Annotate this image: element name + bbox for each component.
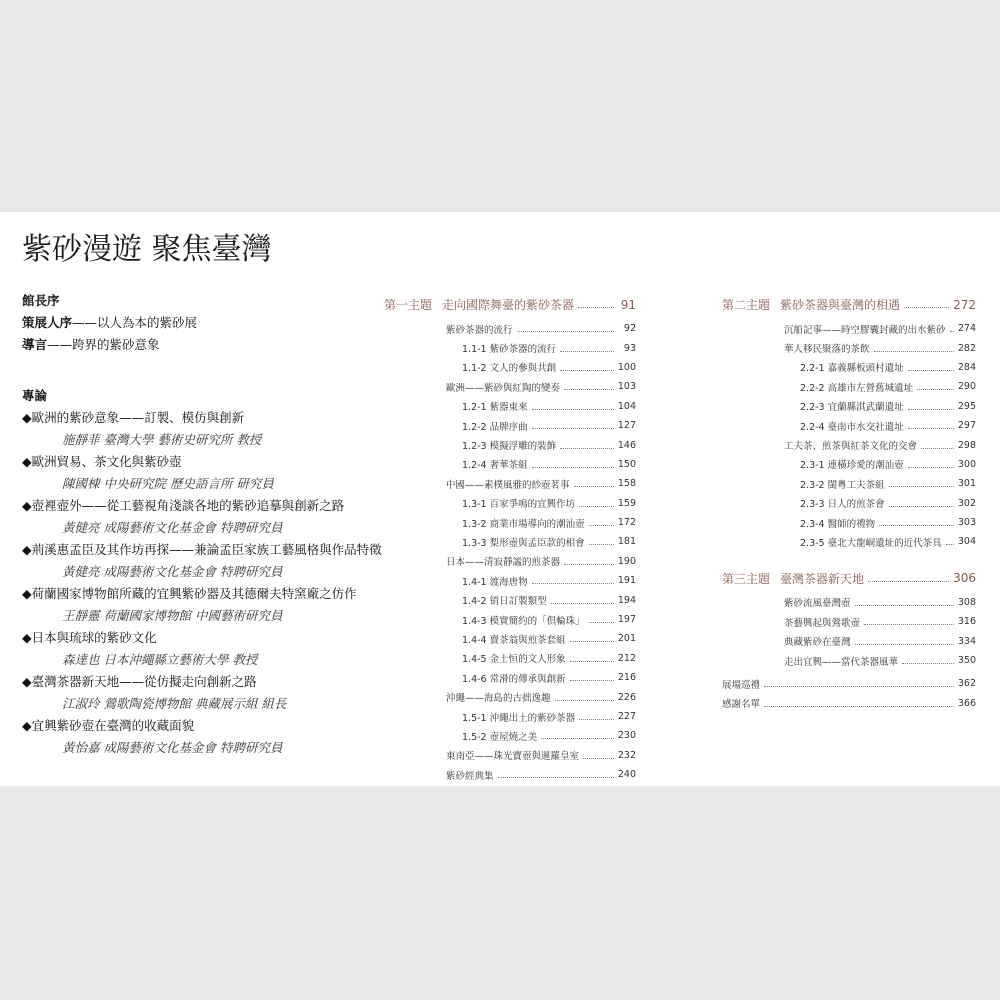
toc-entry-label: 沖繩——海島的古拙逸趣	[446, 693, 551, 705]
dot-leader	[904, 307, 949, 308]
toc-row	[384, 649, 636, 668]
page-number: 362	[957, 678, 976, 690]
dot-leader	[498, 777, 614, 778]
dot-leader	[532, 583, 614, 584]
dot-leader	[864, 624, 954, 625]
toc-entry-label: 日本——清寂靜謐的煎茶器	[446, 557, 561, 569]
toc-entry-label: 歐洲——紫砂與紅陶的變奏	[446, 382, 561, 394]
page-number: 303	[957, 517, 976, 529]
page-number: 274	[957, 323, 976, 335]
toc-entry-label: 1.1-2 文人的參與共創	[462, 363, 557, 375]
dot-leader	[551, 603, 614, 604]
essay-title: ◆荊溪惠孟臣及其作坊再探——兼論孟臣家族工藝風格與作品特徵	[22, 542, 382, 557]
toc-entry-label: 華人移民聚落的茶飲	[784, 344, 870, 356]
toc-row	[384, 474, 636, 493]
essay-author: 黃健亮 成陽藝術文化基金會 特聘研究員	[62, 520, 283, 535]
page-number: 230	[617, 730, 636, 742]
toc-row	[384, 571, 636, 590]
essay-title: ◆日本與琉球的紫砂文化	[22, 630, 157, 645]
toc-row	[722, 435, 976, 454]
toc-row	[384, 726, 636, 745]
toc-entry-label: 1.4-6 常滑的傳承與創新	[462, 673, 566, 685]
dot-leader	[855, 605, 954, 606]
dot-leader	[950, 331, 954, 332]
theme-number: 第三主題	[722, 571, 771, 586]
dot-leader	[589, 544, 614, 545]
dot-leader	[889, 486, 954, 487]
toc-row	[722, 416, 976, 435]
toc-entry-label: 2.2-2 高雄市左營舊城遺址	[800, 382, 914, 394]
toc-row	[384, 687, 636, 706]
theme-title: 紫砂茶器與臺灣的相遇	[780, 298, 901, 312]
dot-leader	[902, 663, 954, 664]
document-page	[0, 212, 1000, 786]
dot-leader	[560, 351, 614, 352]
toc-entry-label: 展場巡禮	[722, 679, 761, 691]
dot-leader	[560, 370, 614, 371]
dot-leader	[874, 351, 954, 352]
dot-leader	[564, 564, 614, 565]
toc-entry-label: 1.4-5 金士恒的文人形象	[462, 654, 566, 666]
toc-row	[722, 319, 976, 338]
page-number: 91	[620, 297, 636, 312]
page-number: 172	[617, 517, 636, 529]
dot-leader	[868, 581, 949, 582]
page-number: 226	[617, 691, 636, 703]
toc-row	[384, 590, 636, 609]
toc-theme1	[384, 294, 636, 784]
toc-entry-label: 1.4-2 销日訂製類型	[462, 596, 547, 608]
toc-entry-label: 1.4-1 渡海唐物	[462, 576, 528, 588]
page-number: 232	[617, 749, 636, 761]
toc-row	[384, 377, 636, 396]
page-number: 334	[957, 635, 976, 647]
intro-item	[22, 334, 392, 356]
dot-leader	[908, 428, 954, 429]
intro-subtitle: ——跨界的紫砂意象	[47, 337, 160, 352]
toc-row	[384, 629, 636, 648]
page-number: 150	[617, 458, 636, 470]
toc-row	[722, 612, 976, 631]
page-number: 159	[617, 497, 636, 509]
toc-row	[722, 532, 976, 551]
page-number: 104	[617, 400, 636, 412]
essay-author: 黃健亮 成陽藝術文化基金會 特聘研究員	[62, 564, 283, 579]
page-number: 100	[617, 361, 636, 373]
toc-row	[722, 513, 976, 532]
toc-entry-label: 1.3-1 百家爭鳴的宜興作坊	[462, 499, 576, 511]
theme-heading	[722, 296, 900, 313]
dot-leader	[579, 506, 614, 507]
toc-entry-label: 1.2-2 品牌序曲	[462, 421, 528, 433]
toc-row	[722, 674, 976, 693]
toc-row	[722, 494, 976, 513]
toc-entry-label: 感謝名單	[722, 699, 761, 711]
page-number: 290	[957, 381, 976, 393]
toc-row	[384, 610, 636, 629]
dot-leader	[589, 525, 614, 526]
essay-author: 王靜靈 荷蘭國家博物館 中國藝術研究員	[62, 608, 283, 623]
intro-label: 館長序	[22, 293, 60, 308]
page-number: 201	[617, 633, 636, 645]
toc-entry-label: 中國——素樸風雅的紗壺茗事	[446, 479, 570, 491]
dot-leader	[908, 409, 954, 410]
toc-entry-label: 工夫茶、煎茶與紅茶文化的交會	[784, 441, 918, 453]
page-number: 93	[623, 342, 636, 354]
toc-entry-label: 1.4-4 賣茶翁與煎茶套組	[462, 634, 566, 646]
toc-row	[384, 416, 636, 435]
dot-leader	[579, 719, 614, 720]
theme1-heading	[384, 294, 636, 315]
dot-leader	[541, 738, 614, 739]
intro-label: 策展人序	[22, 315, 73, 330]
toc-entry-label: 東南亞——珠光寶壺與暹羅皇室	[446, 751, 580, 763]
dot-leader	[908, 370, 954, 371]
dot-leader	[889, 506, 954, 507]
page-number: 216	[617, 672, 636, 684]
theme-number: 第二主題	[722, 298, 771, 312]
toc-row	[384, 765, 636, 784]
toc-row	[384, 552, 636, 571]
toc-entry-label: 紫砂經典集	[446, 770, 494, 782]
essay-author: 黃怡嘉 成陽藝術文化基金會 特聘研究員	[62, 740, 283, 755]
left-column	[22, 290, 392, 759]
theme-title: 臺灣茶器新天地	[780, 571, 865, 586]
toc-row	[384, 513, 636, 532]
spacer	[722, 552, 976, 568]
toc-row	[722, 377, 976, 396]
theme-heading	[722, 570, 864, 587]
essay-title: ◆壺裡壺外——從工藝視角淺談各地的紫砂追摹與創新之路	[22, 498, 345, 513]
essay-author: 施靜菲 臺灣大學 藝術史研究所 教授	[62, 432, 262, 447]
theme3-heading	[722, 568, 976, 589]
dot-leader	[574, 486, 614, 487]
toc-entry-label: 茶藝興起與鶯歌壺	[784, 617, 861, 629]
toc-entry-label: 1.2-3 模擬浮雕的裝飾	[462, 441, 557, 453]
essay-title: ◆宜興紫砂壺在臺灣的收藏面貌	[22, 718, 195, 733]
toc-row	[384, 494, 636, 513]
toc-entry-label: 2.3-1 連橫珍愛的潮汕壺	[800, 460, 904, 472]
toc-entry-label: 紫砂流風臺灣壺	[784, 598, 851, 610]
page-number: 194	[617, 594, 636, 606]
page-number: 306	[953, 571, 976, 586]
toc-row	[384, 707, 636, 726]
intro-subtitle: ——以人為本的紫砂展	[72, 315, 198, 330]
toc-row	[384, 435, 636, 454]
page-number: 302	[957, 497, 976, 509]
essay-author: 陳國棟 中央研究院 歷史語言所 研究員	[62, 476, 274, 491]
dot-leader	[517, 331, 614, 332]
toc-entry-label: 1.5-2 壺屋燒之美	[462, 731, 538, 743]
dot-leader	[560, 448, 614, 449]
page-number: 304	[957, 536, 976, 548]
dot-leader	[532, 428, 614, 429]
toc-entry-label: 典藏紫砂在臺灣	[784, 637, 851, 649]
dot-leader	[570, 661, 614, 662]
toc-entry-label: 沉船記事——時空膠囊封藏的出水紫砂	[784, 324, 946, 336]
essay-title: ◆歐洲貿易、茶文化與紫砂壺	[22, 454, 182, 469]
page-number: 227	[617, 711, 636, 722]
page-number: 191	[617, 575, 636, 587]
page-number: 127	[617, 420, 636, 432]
dot-leader	[532, 467, 614, 468]
page-number: 366	[957, 697, 976, 709]
toc-entry-label: 1.5-1 沖繩出土的紫砂茶器	[462, 712, 576, 724]
toc-entry-label: 走出宜興——當代茶器風華	[784, 656, 899, 668]
toc-row	[722, 338, 976, 357]
essay-author: 江淑玲 鶯歌陶瓷博物館 典藏展示組 組長	[62, 696, 287, 711]
page-number: 308	[957, 596, 976, 608]
theme2-heading	[722, 294, 976, 315]
page-number: 300	[957, 458, 976, 470]
page-number: 297	[957, 420, 976, 432]
toc-entry-label: 1.3-2 商業市場導向的潮汕壺	[462, 518, 585, 530]
toc-row	[722, 474, 976, 493]
toc-row	[384, 455, 636, 474]
theme-heading	[384, 296, 574, 313]
theme-number: 第一主題	[384, 298, 433, 312]
toc-entry-label: 紫砂茶器的流行	[446, 324, 513, 336]
essay-title: ◆臺灣茶器新天地——從仿擬走向創新之路	[22, 674, 257, 689]
dot-leader	[583, 758, 614, 759]
dot-leader	[908, 467, 954, 468]
toc-row	[722, 593, 976, 612]
page-number: 240	[617, 769, 636, 781]
toc-entry-label: 1.3-3 梨形壺與孟臣款的相會	[462, 537, 585, 549]
toc-entry-label: 1.2-1 紫器東來	[462, 402, 528, 414]
intro-item	[22, 290, 392, 312]
essay-title: ◆歐洲的紫砂意象——訂製、模仿與創新	[22, 410, 245, 425]
dot-leader	[589, 622, 614, 623]
toc-entry-label: 2.2-3 宜蘭縣淇武蘭遺址	[800, 402, 904, 414]
intro-item	[22, 312, 392, 334]
toc-row	[384, 397, 636, 416]
dot-leader	[532, 409, 614, 410]
page-number: 103	[617, 381, 636, 393]
page-number: 316	[957, 616, 976, 628]
page-number: 181	[617, 536, 636, 548]
essays-heading: 專論	[22, 388, 48, 403]
dot-leader	[564, 389, 614, 390]
dot-leader	[764, 706, 954, 707]
toc-row	[722, 631, 976, 650]
toc-entry-label: 2.3-5 臺北大龍峒遺址的近代茶具	[800, 537, 942, 549]
page-number: 212	[617, 652, 636, 664]
dot-leader	[879, 525, 954, 526]
dot-leader	[855, 644, 954, 645]
essay-author: 森達也 日本沖繩縣立藝術大學 教授	[62, 652, 258, 667]
page-number: 301	[957, 478, 976, 490]
toc-row	[722, 651, 976, 670]
dot-leader	[917, 389, 954, 390]
page-number: 158	[617, 478, 636, 490]
page-number: 92	[623, 323, 636, 335]
toc-row	[384, 668, 636, 687]
toc-row	[384, 338, 636, 357]
page-number: 190	[617, 555, 636, 567]
toc-entry-label: 2.3-3 日人的煎茶會	[800, 499, 885, 511]
toc-entry-label: 1.2-4 奢華茶組	[462, 460, 528, 472]
toc-row	[384, 532, 636, 551]
toc-theme2-3	[722, 294, 976, 713]
toc-row	[722, 397, 976, 416]
toc-entry-label: 2.3-4 醫師的禮物	[800, 518, 876, 530]
book-title: 紫砂漫遊 聚焦臺灣	[22, 232, 272, 267]
page-number: 284	[957, 361, 976, 373]
dot-leader	[555, 700, 614, 701]
toc-row	[384, 746, 636, 765]
page-number: 298	[957, 439, 976, 451]
page-number: 350	[957, 655, 976, 667]
page-number: 197	[617, 614, 636, 626]
toc-row	[384, 358, 636, 377]
page-number: 146	[617, 439, 636, 451]
intro-label: 導言	[22, 337, 48, 352]
toc-entry-label: 2.2-1 嘉義縣板頭村遺址	[800, 363, 904, 375]
toc-entry-label: 2.3-2 閩粵工夫茶組	[800, 479, 885, 491]
dot-leader	[764, 686, 954, 687]
toc-row	[384, 319, 636, 338]
page-number: 272	[953, 297, 976, 312]
dot-leader	[578, 307, 614, 308]
toc-row	[722, 455, 976, 474]
toc-row	[722, 358, 976, 377]
dot-leader	[570, 641, 614, 642]
toc-row	[722, 694, 976, 713]
toc-entry-label: 1.1-1 紫砂茶器的流行	[462, 344, 557, 356]
page-number: 295	[957, 400, 976, 412]
page-number: 282	[957, 342, 976, 354]
essay-title: ◆荷蘭國家博物館所藏的宜興紫砂器及其德爾夫特窯廠之仿作	[22, 586, 357, 601]
theme-title: 走向國際舞臺的紫砂茶器	[442, 298, 575, 312]
dot-leader	[570, 680, 614, 681]
toc-entry-label: 1.4-3 模實簡約的「倶輪珠」	[462, 615, 585, 627]
toc-entry-label: 2.2-4 臺南市水交社遺址	[800, 421, 904, 433]
dot-leader	[946, 544, 954, 545]
dot-leader	[921, 448, 954, 449]
